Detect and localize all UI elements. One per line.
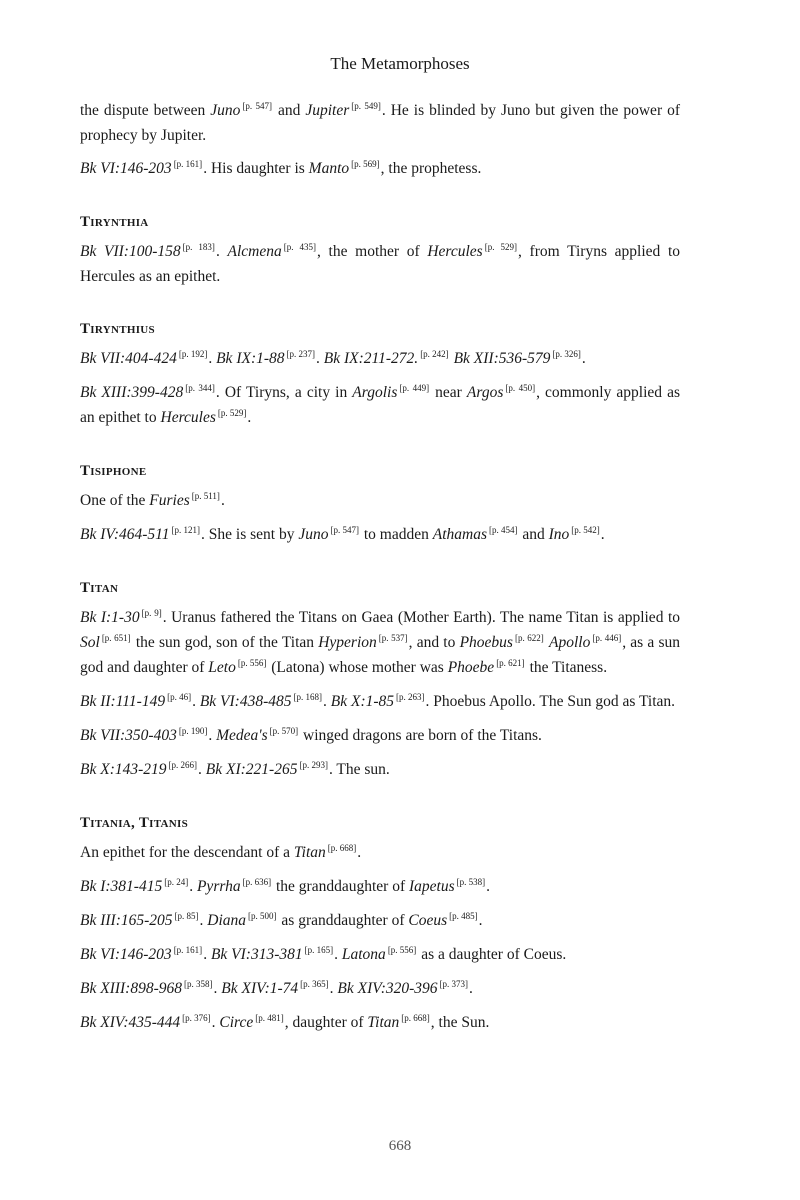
page-reference: [p. 237] (286, 349, 316, 359)
cross-reference-link[interactable]: Bk VII:100-158 (80, 243, 181, 260)
paragraph-text: . (220, 492, 225, 509)
cross-reference-link[interactable]: Latona (341, 946, 386, 963)
paragraph-text: , the Sun. (430, 1014, 490, 1031)
paragraph-text: . Phoebus Apollo. The Sun god as Titan. (425, 693, 675, 710)
paragraph-text: and (518, 526, 549, 543)
entry-paragraph (80, 1011, 680, 1036)
cross-reference-link[interactable]: Bk XIV:320-396 (337, 980, 438, 997)
paragraph-text: . (323, 693, 331, 710)
cross-reference-link[interactable]: Bk XI:221-265 (205, 761, 298, 778)
paragraph-text: . (213, 980, 222, 997)
page-reference: [p. 192] (178, 349, 208, 359)
cross-reference-link[interactable]: Phoebus (459, 634, 513, 651)
cross-reference-link[interactable]: Bk I:1-30 (80, 609, 140, 626)
page-reference: [p. 190] (178, 726, 208, 736)
page-reference: [p. 46] (167, 692, 192, 702)
paragraph-text: , daughter of (284, 1014, 368, 1031)
cross-reference-link[interactable]: Bk XIV:1-74 (221, 980, 299, 997)
entry-paragraph (80, 875, 680, 900)
page-reference: [p. 556] (387, 945, 417, 955)
entry-paragraph (80, 99, 680, 148)
page-reference: [p. 450] (505, 383, 536, 393)
page-reference: [p. 622] (514, 633, 544, 643)
cross-reference-link[interactable]: Sol (80, 634, 100, 651)
entry-heading: Titania, Titanis (80, 815, 189, 831)
glossary-entry (80, 459, 680, 548)
paragraph-text: . (208, 350, 217, 367)
entry-paragraph (80, 724, 680, 749)
paragraph-text: . His daughter is (203, 160, 309, 177)
paragraph-text: , the mother of (317, 243, 428, 260)
cross-reference-link[interactable]: Titan (293, 844, 326, 861)
paragraph-text: . (581, 350, 586, 367)
paragraph-text: . (600, 526, 605, 543)
page-content (80, 99, 680, 1045)
cross-reference-link[interactable]: Bk VII:404-424 (80, 350, 177, 367)
entry-paragraph (80, 489, 680, 514)
page-reference: [p. 668] (401, 1013, 430, 1023)
page-reference: [p. 446] (592, 633, 622, 643)
page-reference: [p. 242] (420, 349, 449, 359)
paragraph-text: as a daughter of Coeus. (417, 946, 567, 963)
cross-reference-link[interactable]: Bk XII:536-579 (453, 350, 551, 367)
entry-paragraph (80, 909, 680, 934)
cross-reference-link[interactable]: Hercules (160, 409, 216, 426)
page-reference: [p. 293] (299, 760, 328, 770)
cross-reference-link[interactable]: Pyrrha (196, 878, 241, 895)
cross-reference-link[interactable]: Circe (219, 1014, 254, 1031)
cross-reference-link[interactable]: Ino (548, 526, 570, 543)
cross-reference-link[interactable]: Hyperion (318, 634, 377, 651)
cross-reference-link[interactable]: Iapetus (408, 878, 455, 895)
entry-paragraph (80, 841, 680, 866)
paragraph-text: . (208, 727, 217, 744)
page-reference: [p. 556] (237, 658, 267, 668)
page-reference: [p. 651] (101, 633, 131, 643)
page-reference: [p. 121] (171, 525, 201, 535)
entry-heading: Tirynthia (80, 214, 149, 230)
page-reference: [p. 358] (184, 979, 213, 989)
page-reference: [p. 454] (488, 525, 518, 535)
entry-paragraph (80, 758, 680, 783)
paragraph-text: . (211, 1014, 220, 1031)
paragraph-text: winged dragons are born of the Titans. (299, 727, 542, 744)
page-reference: [p. 621] (496, 658, 525, 668)
page-reference: [p. 326] (552, 349, 581, 359)
page-reference: [p. 266] (168, 760, 198, 770)
page-reference: [p. 365] (300, 979, 329, 989)
paragraph-text: and (273, 102, 306, 119)
paragraph-text: the Titaness. (525, 659, 608, 676)
paragraph-text: the dispute between (80, 102, 211, 119)
cross-reference-link[interactable]: Athamas (432, 526, 487, 543)
cross-reference-link[interactable]: Bk VI:146-203 (80, 946, 172, 963)
cross-reference-link[interactable]: Argolis (352, 384, 398, 401)
paragraph-text: near (430, 384, 467, 401)
cross-reference-link[interactable]: Furies (149, 492, 190, 509)
cross-reference-link[interactable]: Argos (466, 384, 504, 401)
entry-paragraph (80, 977, 680, 1002)
page-reference: [p. 636] (242, 877, 272, 887)
page-number: 668 (388, 1138, 412, 1154)
entry-heading: Titan (80, 580, 119, 596)
cross-reference-link[interactable]: Leto (208, 659, 236, 676)
paragraph-text: . (215, 243, 228, 260)
cross-reference-link[interactable]: Bk XIV:435-444 (80, 1014, 181, 1031)
cross-reference-link[interactable]: Bk X:1-85 (330, 693, 395, 710)
paragraph-text: . Uranus fathered the Titans on Gaea (Mother Earth). The name Titan is applied to (162, 609, 680, 626)
page-reference: [p. 549] (351, 101, 381, 111)
paragraph-text: . He is blinded by Juno but given the power of prophecy by Jupiter. (80, 102, 680, 144)
paragraph-text: . (199, 912, 208, 929)
paragraph-text: . (486, 878, 490, 895)
page-reference: [p. 538] (456, 877, 486, 887)
paragraph-text: . (192, 693, 200, 710)
glossary-entry (80, 576, 680, 783)
page-reference: [p. 511] (191, 491, 220, 501)
paragraph-text: (Latona) whose mother was (267, 659, 448, 676)
cross-reference-link[interactable]: Bk X:143-219 (80, 761, 167, 778)
entry-heading: Tirynthius (80, 321, 155, 337)
page-reference: [p. 500] (248, 911, 277, 921)
cross-reference-link[interactable]: Bk XIII:399-428 (80, 384, 184, 401)
paragraph-text: , from Tiryns applied to Hercules as an epithet. (80, 243, 681, 285)
paragraph-text: the sun god, son of the Titan (131, 634, 319, 651)
cross-reference-link[interactable]: Titan (367, 1014, 400, 1031)
cross-reference-link[interactable]: Bk IX:211-272. (323, 350, 419, 367)
page-reference: [p. 449] (399, 383, 430, 393)
cross-reference-link[interactable]: Coeus (408, 912, 448, 929)
paragraph-text: One of the (80, 492, 150, 509)
paragraph-text: . (329, 980, 338, 997)
entry-paragraph (80, 381, 680, 431)
paragraph-text: . (478, 912, 483, 929)
page-reference: [p. 542] (571, 525, 600, 535)
paragraph-text: . (247, 409, 252, 426)
page-reference: [p. 547] (242, 101, 273, 111)
paragraph-text: , as a sun god and daughter of (80, 634, 681, 676)
cross-reference-link[interactable]: Apollo (549, 634, 591, 651)
page-reference: [p. 161] (173, 945, 203, 955)
cross-reference-link[interactable]: Medea's (216, 727, 268, 744)
paragraph-text: . (316, 350, 324, 367)
page-reference: [p. 481] (255, 1013, 284, 1023)
page-reference: [p. 547] (330, 525, 359, 535)
cross-reference-link[interactable]: Alcmena (227, 243, 282, 260)
page-reference: [p. 24] (164, 877, 189, 887)
page-reference: [p. 263] (396, 692, 425, 702)
paragraph-text: , the prophetess. (380, 160, 482, 177)
page-reference: [p. 569] (351, 159, 380, 169)
entry-paragraph (80, 523, 680, 548)
paragraph-text: . (189, 878, 197, 895)
paragraph-text: as granddaughter of (277, 912, 409, 929)
cross-reference-link[interactable]: Juno (298, 526, 329, 543)
cross-reference-link[interactable]: Bk VI:313-381 (210, 946, 303, 963)
entry-paragraph (80, 943, 680, 968)
paragraph-text: . (357, 844, 362, 861)
page-reference: [p. 435] (283, 242, 317, 252)
running-header: The Metamorphoses (330, 54, 470, 73)
cross-reference-link[interactable]: Bk II:111-149 (80, 693, 166, 710)
entry-paragraph (80, 606, 680, 681)
page-reference: [p. 529] (217, 408, 247, 418)
cross-reference-link[interactable]: Phoebe (447, 659, 495, 676)
cross-reference-link[interactable]: Bk VII:350-403 (80, 727, 177, 744)
page-reference: [p. 668] (327, 843, 357, 853)
cross-reference-link[interactable]: Diana (207, 912, 247, 929)
page-reference: [p. 161] (173, 159, 203, 169)
cross-reference-link[interactable]: Bk IX:1-88 (216, 350, 285, 367)
cross-reference-link[interactable]: Hercules (427, 243, 483, 260)
paragraph-text: . (198, 761, 206, 778)
page-reference: [p. 165] (304, 945, 334, 955)
paragraph-text: to madden (359, 526, 433, 543)
page-reference: [p. 373] (439, 979, 469, 989)
entry-heading: Tisiphone (80, 463, 147, 479)
page-reference: [p. 376] (182, 1013, 211, 1023)
paragraph-text: the granddaughter of (272, 878, 409, 895)
cross-reference-link[interactable]: Bk III:165-205 (80, 912, 173, 929)
page-reference: [p. 183] (182, 242, 215, 252)
cross-reference-link[interactable]: Bk IV:464-511 (80, 526, 170, 543)
entry-paragraph (80, 690, 680, 715)
page-reference: [p. 570] (269, 726, 299, 736)
paragraph-text: , and to (408, 634, 460, 651)
paragraph-text: . The sun. (328, 761, 390, 778)
page-reference: [p. 537] (378, 633, 408, 643)
cross-reference-link[interactable]: Manto (308, 160, 350, 177)
entry-paragraph (80, 157, 680, 182)
page-reference: [p. 344] (185, 383, 215, 393)
entry-paragraph (80, 240, 680, 289)
cross-reference-link[interactable]: Bk XIII:898-968 (80, 980, 182, 997)
page-reference: [p. 168] (293, 692, 323, 702)
paragraph-text: . She is sent by (201, 526, 299, 543)
paragraph-text: . (469, 980, 473, 997)
page-reference: [p. 85] (174, 911, 199, 921)
paragraph-text: . (334, 946, 342, 963)
glossary-entry (80, 811, 680, 1036)
paragraph-text: . Of Tiryns, a city in (215, 384, 353, 401)
page-reference: [p. 529] (484, 242, 518, 252)
paragraph-text: , commonly applied as an epithet to (80, 384, 681, 426)
glossary-entry (80, 210, 680, 289)
paragraph-text: . (203, 946, 211, 963)
paragraph-text: An epithet for the descendant of a (80, 844, 294, 861)
entry-paragraph (80, 347, 680, 372)
cross-reference-link[interactable]: Jupiter (305, 102, 350, 119)
cross-reference-link[interactable]: Juno (210, 102, 241, 119)
cross-reference-link[interactable]: Bk VI:438-485 (199, 693, 292, 710)
glossary-entry (80, 317, 680, 431)
cross-reference-link[interactable]: Bk I:381-415 (80, 878, 163, 895)
page-reference: [p. 485] (449, 911, 478, 921)
page-reference: [p. 9] (141, 608, 162, 618)
cross-reference-link[interactable]: Bk VI:146-203 (80, 160, 172, 177)
